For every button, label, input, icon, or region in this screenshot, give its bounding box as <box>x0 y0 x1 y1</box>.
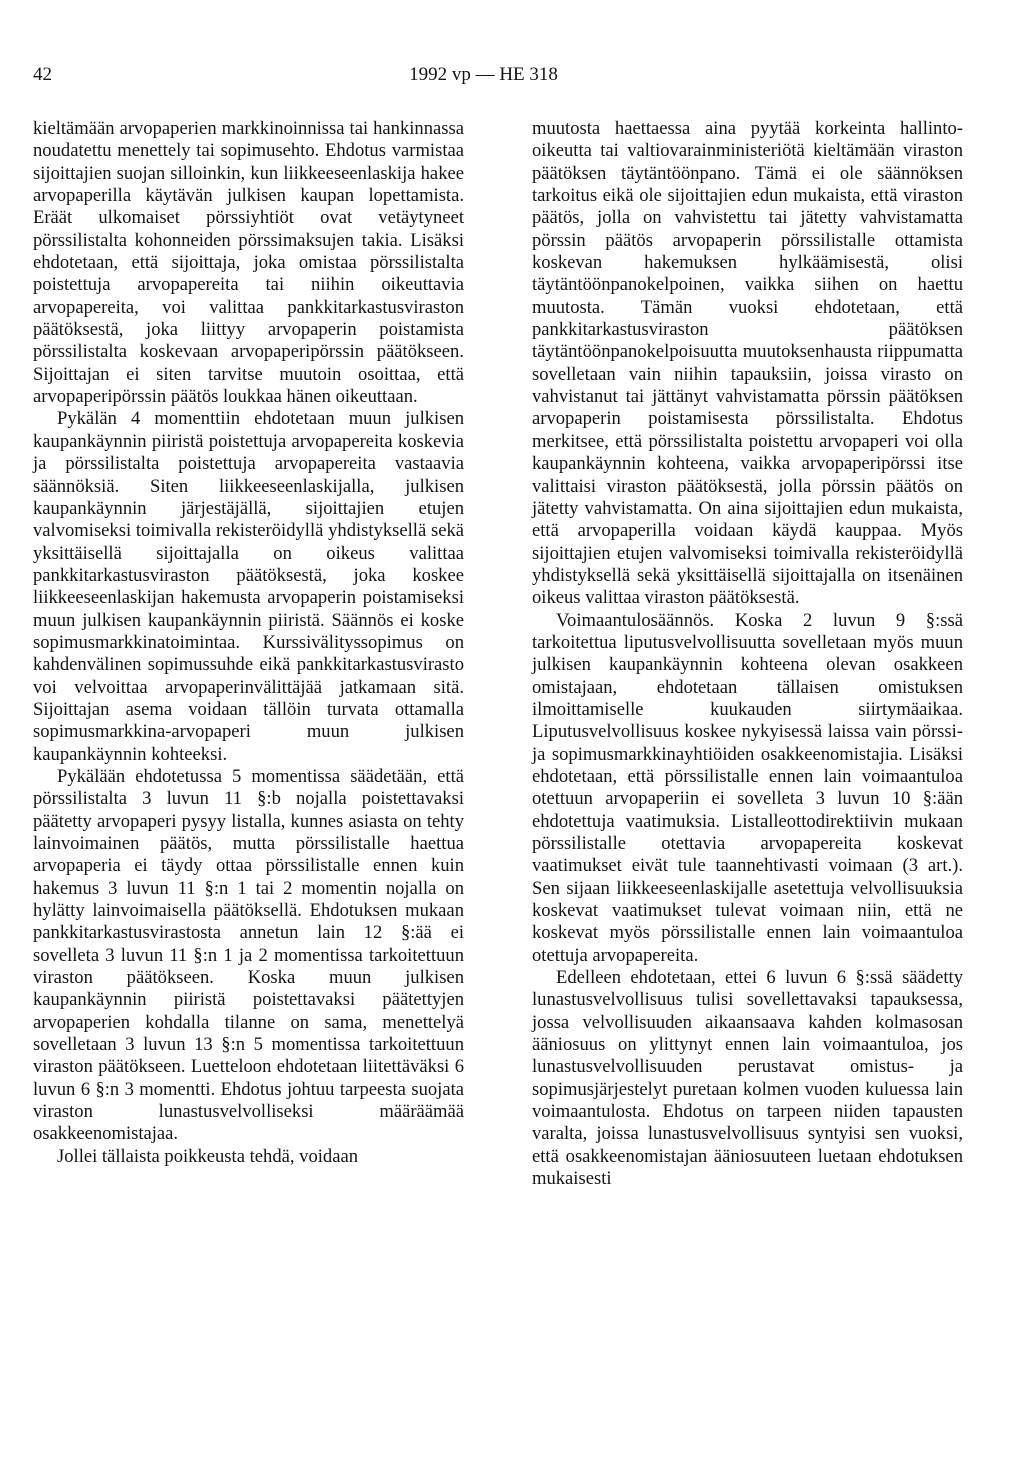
page-header <box>33 64 964 94</box>
running-head: 1992 vp — HE 318 <box>409 64 558 85</box>
paragraph: Voimaantulosäännös. Koska 2 luvun 9 §:ssä tarkoitettua liputusvelvollisuutta sovelletaan myös muun julkisen kaupankäynnin kohteena olevan osakkeen omistajaan, ehdotetaan tällaisen omistuksen ilmoittamiselle kuukauden siirtymäaikaa. Liputusvelvollisuus koskee nykyisessä laissa vain pörssi- ja sopimusmarkkinayhtiöiden osakkeenomistajia. Lisäksi ehdotetaan, että pörssilistalle ennen lain voimaantuloa otettuun arvopaperiin ei sovelleta 3 luvun 10 §:ään ehdotettuja vaatimuksia. Listalleottodirektiivin mukaan pörssilistalle otettavia arvopapereita koskevat vaatimukset eivät tule taannehtivasti voimaan (3 art.). Sen sijaan liikkeeseenlaskijalle asetettuja velvollisuuksia koskevat vaatimukset tulevat voimaan niin, että ne koskevat myös pörssilistalle ennen lain voimaantuloa otettuja arvopapereita. <box>532 609 963 966</box>
paragraph: Pykälän 4 momenttiin ehdotetaan muun julkisen kaupankäynnin piiristä poistettuja arvopapereita koskevia ja pörssilistalta poistettuja arvopapereita vastaavia säännöksiä. Siten liikkeeseenlaskijalla, julkisen kaupankäynnin järjestäjällä, sijoittajien etujen valvomiseksi toimivalla rekisteröidyllä yhdistyksellä sekä yksittäisellä sijoittajalla on oikeus valittaa pankkitarkastusviraston päätöksestä, joka koskee liikkeeseenlaskijan hakemusta arvopaperin poistamiseksi muun julkisen kaupankäynnin piiristä. Säännös ei koske sopimusmarkkinatoimintaa. Kurssivälityssopimus on kahdenvälinen sopimussuhde eikä pankkitarkastusvirasto voi velvoittaa arvopaperinvälittäjää jatkamaan sitä. Sijoittajan asema voidaan tällöin turvata ottamalla sopimusmarkkina-arvopaperi muun julkisen kaupankäynnin kohteeksi. <box>33 408 464 765</box>
left-column <box>33 118 464 1168</box>
page-number: 42 <box>33 64 52 85</box>
right-column <box>532 118 963 1191</box>
paragraph: muutosta haettaessa aina pyytää korkeinta hallinto-oikeutta tai valtiovarainministeriötä kieltämään viraston päätöksen täytäntöönpano. Tämä ei ole säännöksen tarkoitus eikä ole sijoittajien edun mukaista, että viraston päätös, jolla on vahvistettu tai jätetty vahvistamatta pörssin päätös arvopaperin pörssilistalle ottamista koskevan hakemuksen hylkäämisestä, olisi täytäntöönpanokelpoinen, vaikka siihen on haettu muutosta. Tämän vuoksi ehdotetaan, että pankkitarkastusviraston päätöksen täytäntöönpanokelpoisuutta muutoksenhausta riippumatta sovelletaan vain niihin tapauksiin, joissa virasto on vahvistanut tai jättänyt vahvistamatta pörssin päätöksen arvopaperin poistamisesta pörssilistalta. Ehdotus merkitsee, että pörssilistalta poistettu arvopaperi voi olla kaupankäynnin kohteena, vaikka arvopaperipörssi itse valittaisi viraston päätöksestä, jolla pörssin päätös on jätetty vahvistamatta. On aina sijoittajien edun mukaista, että arvopaperilla voidaan käydä kauppaa. Myös sijoittajien etujen valvomiseksi toimivalla rekisteröidyllä yhdistyksellä sekä yksittäisellä sijoittajalla on itsenäinen oikeus valittaa viraston päätöksestä. <box>532 118 963 609</box>
paragraph: Edelleen ehdotetaan, ettei 6 luvun 6 §:ssä säädetty lunastusvelvollisuus tulisi sovellettavaksi tapauksessa, jossa velvollisuuden aikaansaava kahden kolmasosan ääniosuus on ylittynyt ennen lain voimaantuloa, jos lunastusvelvollisuuden perustavat omistus- ja sopimusjärjestelyt puretaan kolmen vuoden kuluessa lain voimaantulosta. Ehdotus on tarpeen niiden tapausten varalta, joissa lunastusvelvollisuus syntyisi sen vuoksi, että osakkeenomistajan ääniosuuteen luetaan ehdotuksen mukaisesti <box>532 967 963 1190</box>
paragraph: kieltämään arvopaperien markkinoinnissa tai hankinnassa noudatettu menettely tai sopimusehto. Ehdotus varmistaa sijoittajien suojan silloinkin, kun liikkeeseenlaskija hakee arvopaperilla käytävän julkisen kaupan lopettamista. Eräät ulkomaiset pörssiyhtiöt ovat vetäytyneet pörssilistalta kohonneiden pörssimaksujen takia. Lisäksi ehdotetaan, että sijoittaja, joka omistaa pörssilistalta poistettuja arvopapereita tai niihin oikeuttavia arvopapereita, voi valittaa pankkitarkastusviraston päätöksestä, joka liittyy arvopaperin poistamista pörssilistalta koskevaan arvopaperipörssin päätökseen. Sijoittajan ei siten tarvitse muutoin osoittaa, että arvopaperipörssin päätös loukkaa hänen oikeuttaan. <box>33 118 464 408</box>
paragraph: Jollei tällaista poikkeusta tehdä, voidaan <box>57 1145 359 1167</box>
paragraph: Pykälään ehdotetussa 5 momentissa säädetään, että pörssilistalta 3 luvun 11 §:b nojalla poistettavaksi päätetty arvopaperi pysyy listalla, kunnes asiasta on tehty lainvoimainen päätös, mutta pörssilistalle haettua arvopaperia ei täydy ottaa pörssilistalle ennen kuin hakemus 3 luvun 11 §:n 1 tai 2 momentin nojalla on hylätty lainvoimaisella päätöksellä. Ehdotuksen mukaan pankkitarkastusvirastosta annetun lain 12 §:ää ei sovelleta 3 luvun 11 §:n 1 ja 2 momentissa tarkoitettuun viraston päätökseen. Koska muun julkisen kaupankäynnin piiristä poistettavaksi päätettyjen arvopaperien kohdalla tilanne on sama, menettelyä sovelletaan 3 luvun 13 §:n 5 momentissa tarkoitettuun viraston päätökseen. Luetteloon ehdotetaan liitettäväksi 6 luvun 6 §:n 3 momentti. Ehdotus johtuu tarpeesta suojata viraston lunastusvelvolliseksi määräämää osakkeenomistajaa. <box>33 765 464 1145</box>
